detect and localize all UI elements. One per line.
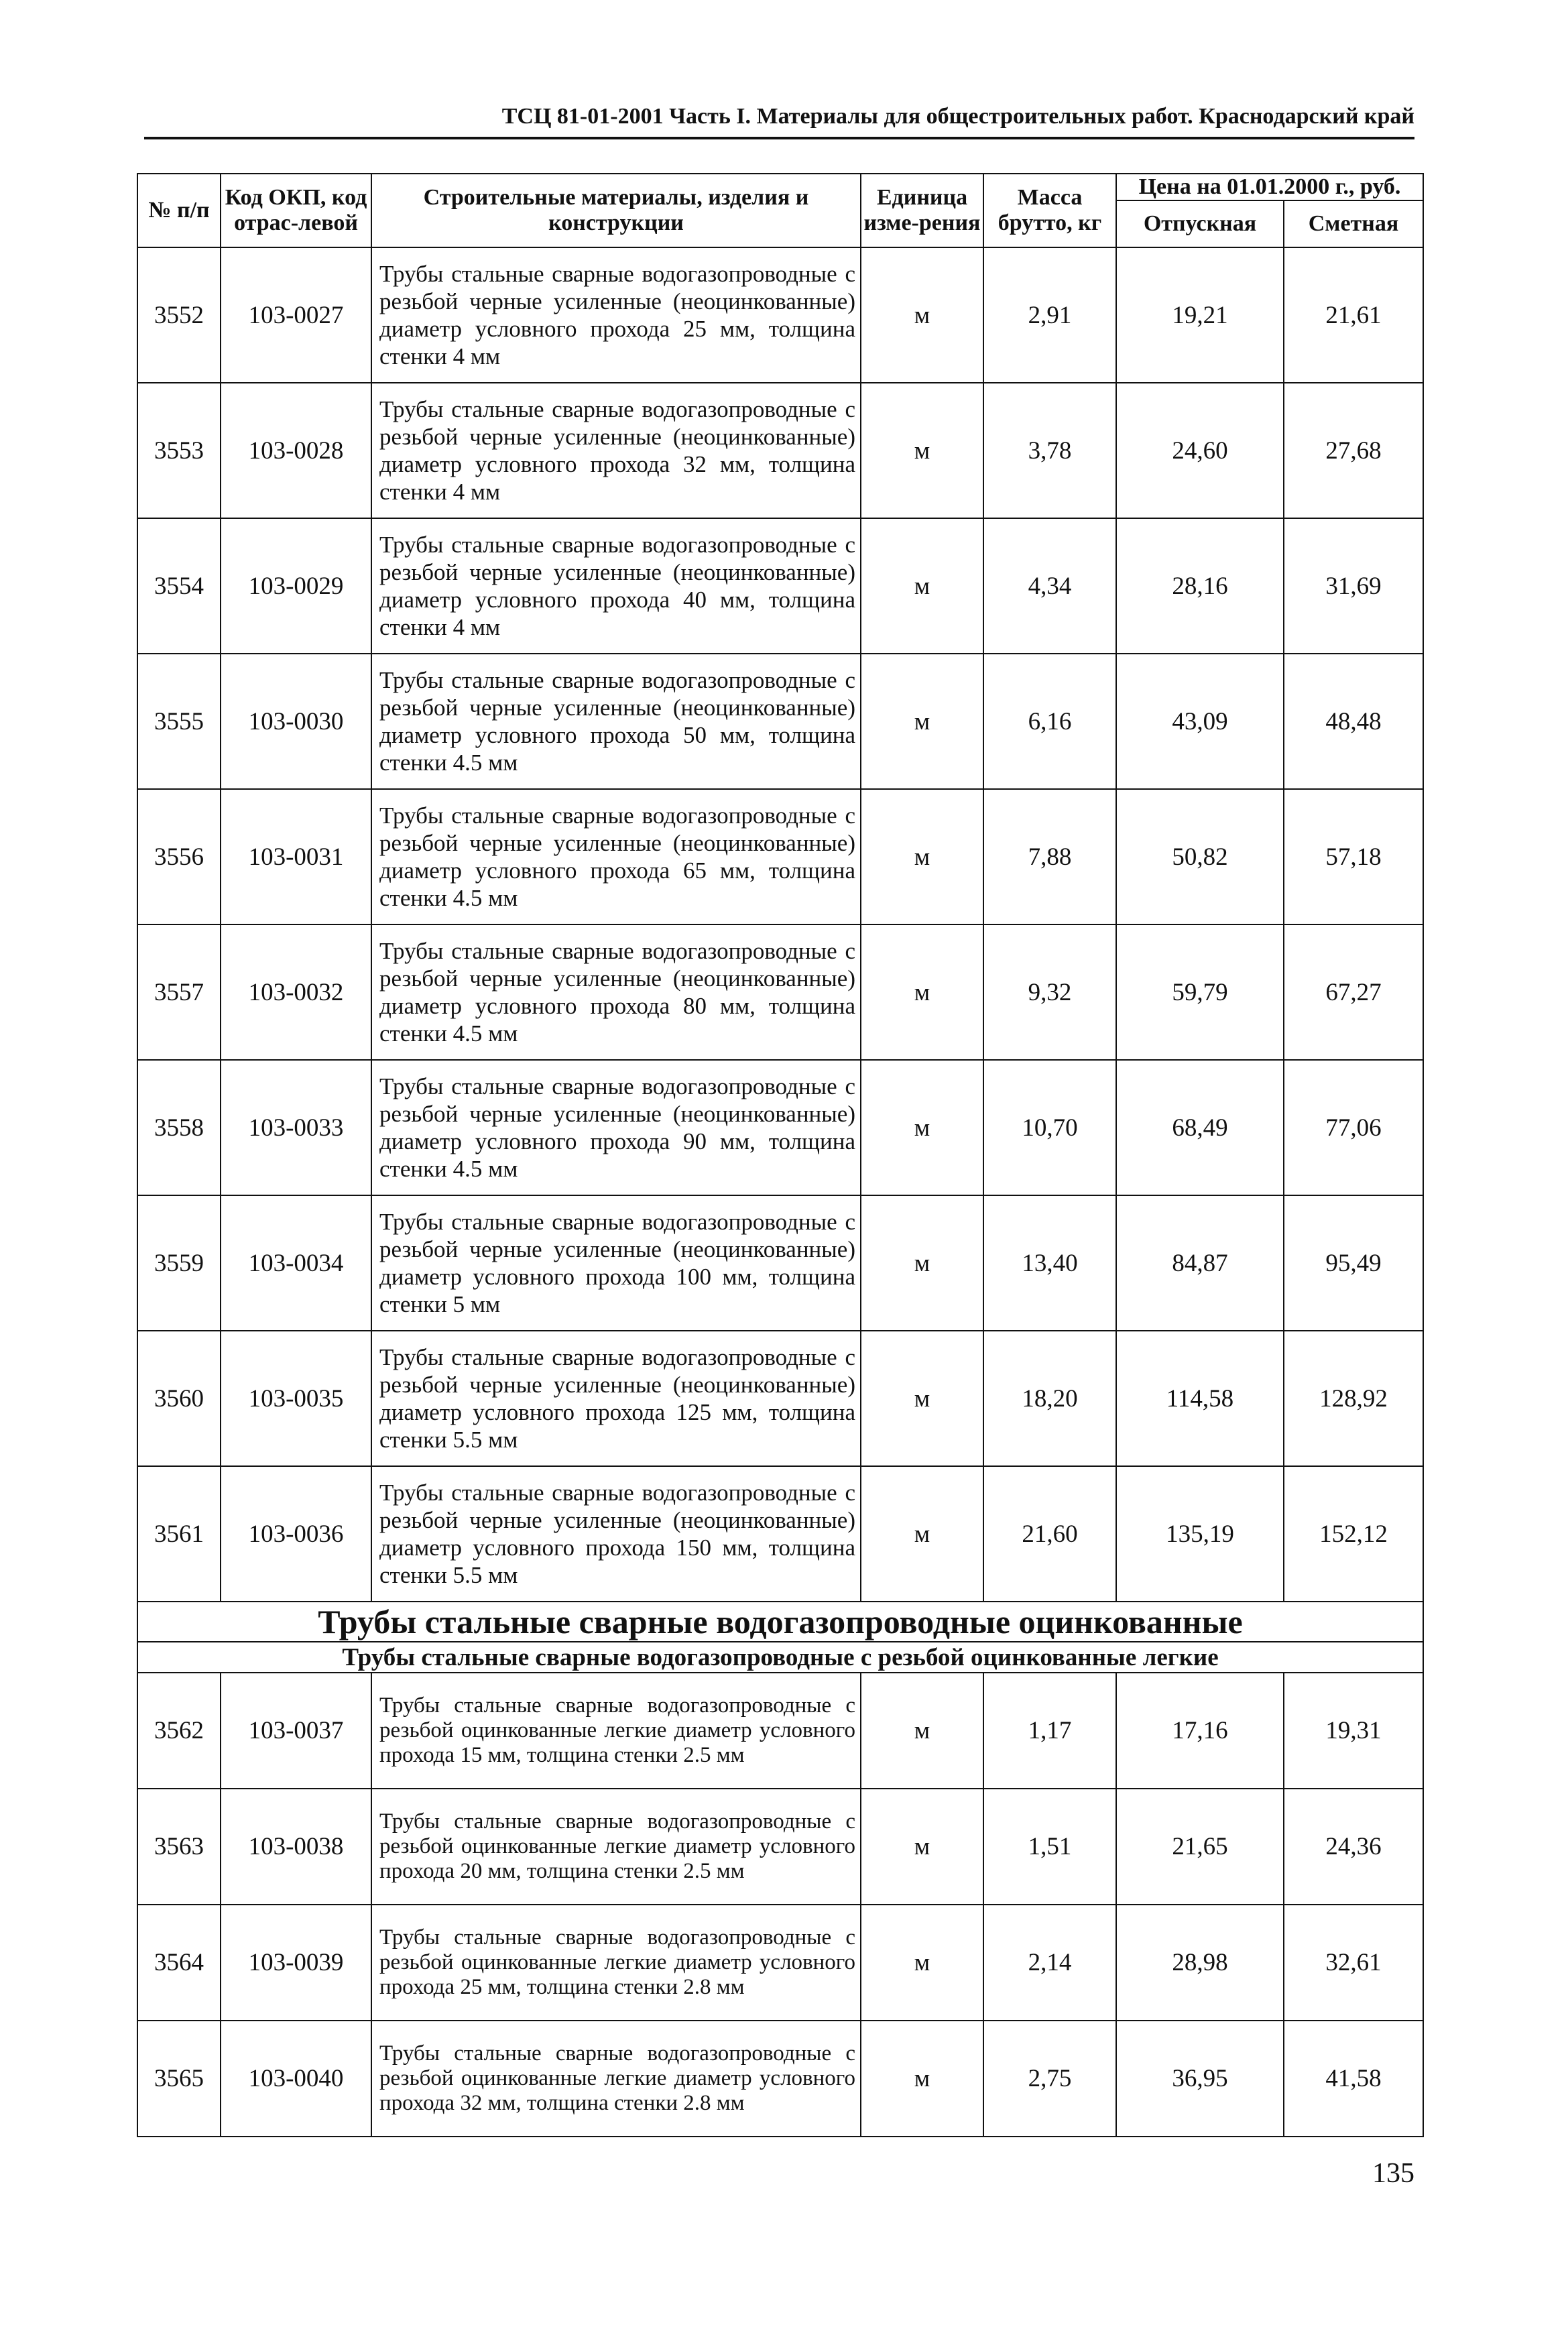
- row-price-release: 59,79: [1116, 924, 1284, 1060]
- header-price-group: Цена на 01.01.2000 г., руб.: [1116, 174, 1423, 200]
- table-row: [137, 2021, 1423, 2137]
- row-price-estimate: 21,61: [1284, 247, 1423, 383]
- row-name: Трубы стальные сварные водогазопроводные с резьбой черные усиленные (неоцинкованные) диаметр условного прохода 150 мм, толщина стенки 5.5 мм: [371, 1466, 861, 1602]
- row-num: 3565: [137, 2021, 221, 2137]
- table-row: [137, 1331, 1423, 1466]
- row-unit: м: [861, 789, 983, 924]
- row-unit: м: [861, 1060, 983, 1195]
- row-code: 103-0039: [221, 1905, 371, 2021]
- table-row: [137, 1905, 1423, 2021]
- row-price-estimate: 128,92: [1284, 1331, 1423, 1466]
- row-price-estimate: 77,06: [1284, 1060, 1423, 1195]
- table-row: [137, 1673, 1423, 1789]
- row-unit: м: [861, 654, 983, 789]
- row-code: 103-0028: [221, 383, 371, 518]
- row-price-release: 17,16: [1116, 1673, 1284, 1789]
- row-mass: 18,20: [983, 1331, 1116, 1466]
- row-price-release: 28,98: [1116, 1905, 1284, 2021]
- table-body: [137, 247, 1423, 1602]
- row-num: 3561: [137, 1466, 221, 1602]
- page-number: 135: [1372, 2158, 1414, 2189]
- section-title: Трубы стальные сварные водогазопроводные оцинкованные: [137, 1602, 1423, 1642]
- row-price-release: 50,82: [1116, 789, 1284, 924]
- row-num: 3563: [137, 1789, 221, 1905]
- row-price-estimate: 57,18: [1284, 789, 1423, 924]
- table-row: [137, 1466, 1423, 1602]
- table-row: [137, 383, 1423, 518]
- row-unit: м: [861, 924, 983, 1060]
- row-price-estimate: 24,36: [1284, 1789, 1423, 1905]
- header-unit: Единица изме-рения: [861, 174, 983, 247]
- row-code: 103-0037: [221, 1673, 371, 1789]
- row-code: 103-0036: [221, 1466, 371, 1602]
- row-price-release: 19,21: [1116, 247, 1284, 383]
- row-price-estimate: 27,68: [1284, 383, 1423, 518]
- row-code: 103-0033: [221, 1060, 371, 1195]
- row-name: Трубы стальные сварные водогазопроводные с резьбой оцинкованные легкие диаметр условного прохода 20 мм, толщина стенки 2.5 мм: [371, 1789, 861, 1905]
- row-name: Трубы стальные сварные водогазопроводные с резьбой оцинкованные легкие диаметр условного прохода 15 мм, толщина стенки 2.5 мм: [371, 1673, 861, 1789]
- row-mass: 13,40: [983, 1195, 1116, 1331]
- row-unit: м: [861, 2021, 983, 2137]
- row-num: 3555: [137, 654, 221, 789]
- row-price-estimate: 95,49: [1284, 1195, 1423, 1331]
- header-mass: Масса брутто, кг: [983, 174, 1116, 247]
- row-mass: 9,32: [983, 924, 1116, 1060]
- row-mass: 2,14: [983, 1905, 1116, 2021]
- row-mass: 1,17: [983, 1673, 1116, 1789]
- table-body-galvanized: [137, 1673, 1423, 2137]
- row-name: Трубы стальные сварные водогазопроводные с резьбой черные усиленные (неоцинкованные) диаметр условного прохода 50 мм, толщина стенки 4.5 мм: [371, 654, 861, 789]
- materials-table: [137, 173, 1424, 2137]
- row-num: 3552: [137, 247, 221, 383]
- row-mass: 3,78: [983, 383, 1116, 518]
- row-unit: м: [861, 247, 983, 383]
- row-name: Трубы стальные сварные водогазопроводные с резьбой черные усиленные (неоцинкованные) диаметр условного прохода 100 мм, толщина стенки 5 мм: [371, 1195, 861, 1331]
- row-name: Трубы стальные сварные водогазопроводные с резьбой черные усиленные (неоцинкованные) диаметр условного прохода 32 мм, толщина стенки 4 мм: [371, 383, 861, 518]
- table-row: [137, 654, 1423, 789]
- table-row: [137, 789, 1423, 924]
- row-code: 103-0035: [221, 1331, 371, 1466]
- header-code: Код ОКП, код отрас-левой: [221, 174, 371, 247]
- row-name: Трубы стальные сварные водогазопроводные с резьбой оцинкованные легкие диаметр условного прохода 25 мм, толщина стенки 2.8 мм: [371, 1905, 861, 2021]
- row-num: 3554: [137, 518, 221, 654]
- row-mass: 2,91: [983, 247, 1116, 383]
- row-code: 103-0027: [221, 247, 371, 383]
- row-price-estimate: 152,12: [1284, 1466, 1423, 1602]
- row-code: 103-0038: [221, 1789, 371, 1905]
- row-unit: м: [861, 383, 983, 518]
- row-name: Трубы стальные сварные водогазопроводные с резьбой черные усиленные (неоцинкованные) диаметр условного прохода 90 мм, толщина стенки 4.5 мм: [371, 1060, 861, 1195]
- row-name: Трубы стальные сварные водогазопроводные с резьбой черные усиленные (неоцинкованные) диаметр условного прохода 40 мм, толщина стенки 4 мм: [371, 518, 861, 654]
- row-code: 103-0030: [221, 654, 371, 789]
- row-name: Трубы стальные сварные водогазопроводные с резьбой черные усиленные (неоцинкованные) диаметр условного прохода 65 мм, толщина стенки 4.5 мм: [371, 789, 861, 924]
- row-code: 103-0029: [221, 518, 371, 654]
- row-mass: 6,16: [983, 654, 1116, 789]
- table-row: [137, 924, 1423, 1060]
- row-price-estimate: 31,69: [1284, 518, 1423, 654]
- table-row: [137, 518, 1423, 654]
- row-num: 3556: [137, 789, 221, 924]
- row-code: 103-0031: [221, 789, 371, 924]
- subsection-title: Трубы стальные сварные водогазопроводные с резьбой оцинкованные легкие: [137, 1642, 1423, 1673]
- row-unit: м: [861, 1195, 983, 1331]
- row-price-release: 43,09: [1116, 654, 1284, 789]
- row-mass: 10,70: [983, 1060, 1116, 1195]
- row-unit: м: [861, 1466, 983, 1602]
- row-price-estimate: 67,27: [1284, 924, 1423, 1060]
- row-unit: м: [861, 1905, 983, 2021]
- row-unit: м: [861, 1331, 983, 1466]
- row-num: 3557: [137, 924, 221, 1060]
- row-num: 3558: [137, 1060, 221, 1195]
- header-name: Строительные материалы, изделия и конструкции: [371, 174, 861, 247]
- row-mass: 4,34: [983, 518, 1116, 654]
- header-price-release: Отпускная: [1116, 200, 1284, 247]
- row-name: Трубы стальные сварные водогазопроводные с резьбой черные усиленные (неоцинкованные) диаметр условного прохода 125 мм, толщина стенки 5.5 мм: [371, 1331, 861, 1466]
- row-mass: 2,75: [983, 2021, 1116, 2137]
- row-num: 3560: [137, 1331, 221, 1466]
- row-price-release: 21,65: [1116, 1789, 1284, 1905]
- row-price-release: 28,16: [1116, 518, 1284, 654]
- row-num: 3564: [137, 1905, 221, 2021]
- row-code: 103-0034: [221, 1195, 371, 1331]
- row-mass: 21,60: [983, 1466, 1116, 1602]
- table-row: [137, 1789, 1423, 1905]
- row-price-release: 135,19: [1116, 1466, 1284, 1602]
- row-price-estimate: 19,31: [1284, 1673, 1423, 1789]
- row-unit: м: [861, 1789, 983, 1905]
- table-row: [137, 1195, 1423, 1331]
- row-price-release: 24,60: [1116, 383, 1284, 518]
- header-num: № п/п: [137, 174, 221, 247]
- row-price-estimate: 32,61: [1284, 1905, 1423, 2021]
- table-row: [137, 1060, 1423, 1195]
- row-num: 3553: [137, 383, 221, 518]
- table-row: [137, 247, 1423, 383]
- row-price-release: 84,87: [1116, 1195, 1284, 1331]
- header-price-estimate: Сметная: [1284, 200, 1423, 247]
- row-price-release: 68,49: [1116, 1060, 1284, 1195]
- row-price-estimate: 41,58: [1284, 2021, 1423, 2137]
- page-header: ТСЦ 81-01-2001 Часть I. Материалы для общестроительных работ. Краснодарский край: [501, 104, 1414, 129]
- row-name: Трубы стальные сварные водогазопроводные с резьбой черные усиленные (неоцинкованные) диаметр условного прохода 80 мм, толщина стенки 4.5 мм: [371, 924, 861, 1060]
- row-mass: 7,88: [983, 789, 1116, 924]
- row-name: Трубы стальные сварные водогазопроводные с резьбой оцинкованные легкие диаметр условного прохода 32 мм, толщина стенки 2.8 мм: [371, 2021, 861, 2137]
- row-mass: 1,51: [983, 1789, 1116, 1905]
- row-num: 3562: [137, 1673, 221, 1789]
- row-code: 103-0032: [221, 924, 371, 1060]
- row-price-estimate: 48,48: [1284, 654, 1423, 789]
- row-unit: м: [861, 518, 983, 654]
- header-rule: [144, 137, 1414, 139]
- row-code: 103-0040: [221, 2021, 371, 2137]
- row-name: Трубы стальные сварные водогазопроводные с резьбой черные усиленные (неоцинкованные) диаметр условного прохода 25 мм, толщина стенки 4 мм: [371, 247, 861, 383]
- row-price-release: 114,58: [1116, 1331, 1284, 1466]
- row-unit: м: [861, 1673, 983, 1789]
- row-price-release: 36,95: [1116, 2021, 1284, 2137]
- row-num: 3559: [137, 1195, 221, 1331]
